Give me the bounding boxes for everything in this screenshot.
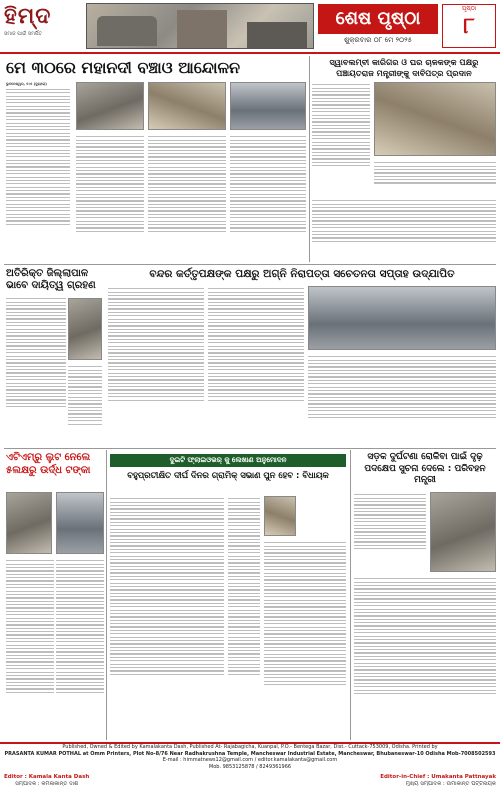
editor-right-sub: ମୁଖ୍ୟ ସମ୍ପାଦକ : ଉମାକାନ୍ତ ପଟ୍ଟନାୟକ (405, 780, 496, 786)
center-mid-headline: ବନ୍ଦର କର୍ତ୍ତୃପକ୍ଷଙ୍କ ପକ୍ଷରୁ ଅଗ୍ନି ନିରାପତ୍ତା ସଚେତନତା ସପ୍ତାହ ଉଦ୍ଯାପିତ (149, 268, 455, 280)
lead-column-1 (6, 82, 70, 262)
footer-line-2: PRASANTA KUMAR POTHAL at Omm Printers, Plot No-8/76 Near Radhakrushna Temple, Mancheswar Industrial Estate, Mancheswar, Bhubaneswar-10 Odisha Mob-7008502593 (4, 750, 496, 757)
page-number-box (442, 4, 496, 48)
right-bottom-column-2 (354, 576, 496, 738)
center-mid-photo (308, 286, 496, 350)
lead-column-2 (76, 134, 144, 262)
footer (0, 742, 500, 786)
right-top-column-3 (312, 198, 496, 262)
right-top-headline: ସ୍ୱାବଲମ୍ବୀ କାରିଗର ଓ ଘର ଚାଳକଙ୍କ ପକ୍ଷରୁ ପଞ୍ଚାୟତରାଜ ମନ୍ତ୍ରୀଙ୍କୁ ଦାବିପତ୍ର ପ୍ରଦାନ (329, 57, 479, 78)
center-bottom-column-1 (110, 496, 224, 738)
right-bottom-column-1 (354, 492, 426, 572)
footer-line-3: E-mail : himmatnews12@gmail.com / editor.kamalakanta@gmail.com (162, 757, 338, 763)
top-rule (0, 52, 500, 54)
editor-left-label: Editor : Kamala Kanta Dash (4, 774, 90, 780)
masthead-logo-block (4, 3, 82, 49)
section-divider-1 (4, 264, 496, 265)
center-mid-column-1 (108, 286, 204, 444)
left-bottom-column-2 (56, 558, 104, 738)
column-divider-3 (350, 450, 351, 740)
left-mid-column (6, 296, 66, 446)
lead-byline: ଭୁବନେଶ୍ୱର, ୭।୫ (ବ୍ୟୁରୋ) (6, 82, 47, 86)
left-bottom-column-1 (6, 558, 54, 738)
newspaper-logo: ହିମ୍ଦ (4, 3, 52, 29)
lead-photo-2 (148, 82, 226, 130)
lead-column-4 (230, 134, 306, 262)
page-number: ୮ (463, 14, 475, 39)
left-mid-headline: ଅତିରିକ୍ତ ଜିଲ୍ଲାପାଳ ଭାବେ ଦାୟିତ୍ୱ ଗ୍ରହଣ (6, 268, 96, 291)
center-bottom-column-3 (264, 540, 346, 738)
lead-photo-1 (76, 82, 144, 130)
lead-photo-3 (230, 82, 306, 130)
footer-line-1: Published, Owned & Edited by Kamalakanta Dash, Published At- Rajabagicha, Kuanpal, P.O.- Bentega Bazar, Dist.- Cuttack-753009, Odisha. Printed by (62, 744, 438, 750)
page-label: ପୃଷ୍ଠା (461, 5, 477, 12)
right-bottom-headline: ସଡ଼କ ଦୁର୍ଘଟଣା ରୋକିବା ପାଇଁ ଦୃଢ଼ ପଦକ୍ଷେପ ସୁଚନା ଦେଲେ : ପରିବହନ ମନ୍ତ୍ରୀ (364, 452, 486, 485)
center-bottom-photo (264, 496, 296, 536)
center-bottom-column-2 (228, 496, 260, 738)
column-divider (309, 56, 310, 262)
left-mid-column-2 (68, 364, 102, 446)
masthead-banner-image (86, 3, 314, 49)
section-title: ଶେଷ ପୃଷ୍ଠା (318, 4, 438, 34)
center-bottom-kicker: ଦୁଇଟି ଫ୍ଲାଇଓଭର୍‌ କୁ ଲେଖାଣ ଅନୁମୋଦନ (110, 454, 346, 467)
center-bottom-headline: ବହୁପ୍ରତୀକ୍ଷିତ ଦୀର୍ଘ ଦିନର ଗ୍ରାମିକ୍ ସଭାଣ ପୁନ ହେବ : ବିଧାୟକ (127, 470, 329, 480)
lead-headline: ମେ ୩୦ରେ ମହାନଦୀ ବଞ୍ଚାଓ ଆନ୍ଦୋଳନ (6, 58, 241, 77)
footer-line-4: Mob. 9853125878 / 8249361966 (208, 763, 292, 770)
right-bottom-photo (430, 492, 496, 572)
editor-left (4, 774, 89, 786)
editor-right (380, 774, 496, 786)
editor-left-sub: ସମ୍ପାଦକ : କମଳାକାନ୍ତ ଦାଶ (15, 780, 79, 786)
right-top-photo (374, 82, 496, 156)
right-top-column-2 (374, 160, 496, 194)
left-bottom-photo-2 (56, 492, 104, 554)
left-mid-photo (68, 298, 102, 360)
newspaper-tagline: ସମାଜ ପାଇଁ ସମର୍ପିତ (4, 31, 43, 37)
column-divider-2 (106, 450, 107, 740)
center-mid-column-3 (308, 354, 496, 444)
masthead (0, 0, 500, 52)
lead-column-3 (148, 134, 226, 262)
editor-right-label: Editor-in-Chief : Umakanta Pattnayak (380, 774, 496, 780)
section-divider-2 (4, 448, 496, 449)
center-mid-column-2 (208, 286, 304, 444)
right-top-column-1 (312, 82, 370, 194)
left-bottom-headline: ଏଟିଏମ୍‌ରୁ ଲୁଟ ନେଲେ ୫ଲକ୍ଷରୁ ଉର୍ଦ୍ଧ ଟଙ୍କା (6, 452, 91, 476)
dateline: ଶୁକ୍ରବାର ୦୮ ମେ ୨୦୨୫ (344, 36, 412, 44)
left-bottom-photo-1 (6, 492, 52, 554)
